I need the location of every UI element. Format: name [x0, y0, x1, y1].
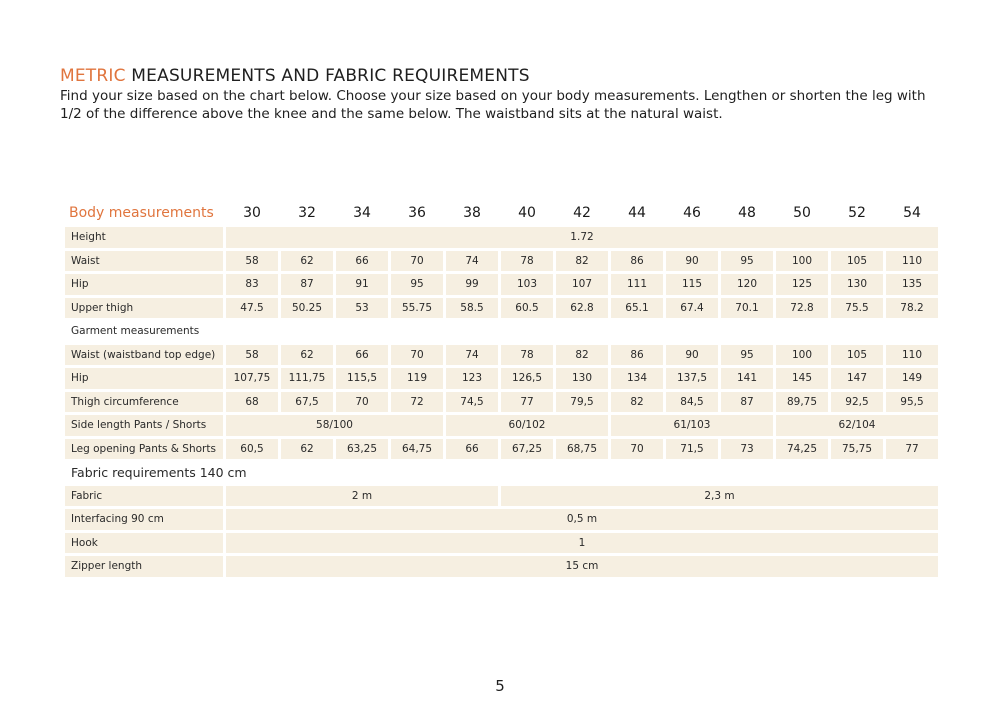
- row-label: Upper thigh: [65, 298, 223, 319]
- table-row: [65, 509, 938, 530]
- table-cell: 119: [391, 368, 443, 389]
- table-cell: 123: [446, 368, 498, 389]
- table-cell: 72.8: [776, 298, 828, 319]
- garment-section-heading: Garment measurements: [71, 325, 200, 338]
- table-cell: 67,5: [281, 392, 333, 413]
- table-cell: 66: [336, 251, 388, 272]
- table-cell: 149: [886, 368, 938, 389]
- table-cell: 63,25: [336, 439, 388, 460]
- table-row: [65, 298, 938, 319]
- table-cell: 58: [226, 345, 278, 366]
- size-header-cell: 50: [793, 205, 811, 221]
- table-cell: 86: [611, 345, 663, 366]
- table-cell: 77: [886, 439, 938, 460]
- table-cell: 137,5: [666, 368, 718, 389]
- table-cell: 105: [831, 345, 883, 366]
- page-title: [60, 66, 530, 86]
- table-cell: 126,5: [501, 368, 553, 389]
- table-cell: 89,75: [776, 392, 828, 413]
- table-cell: 55.75: [391, 298, 443, 319]
- size-header-cell: 30: [243, 205, 261, 221]
- table-cell: 107: [556, 274, 608, 295]
- table-row: [65, 556, 938, 577]
- title-accent: METRIC: [60, 66, 126, 86]
- table-cell: 53: [336, 298, 388, 319]
- table-cell: 78: [501, 345, 553, 366]
- table-cell: 50.25: [281, 298, 333, 319]
- table-cell: 67.4: [666, 298, 718, 319]
- table-cell: 103: [501, 274, 553, 295]
- hook-value: 1: [226, 533, 938, 554]
- table-cell: 73: [721, 439, 773, 460]
- size-header-cell: 40: [518, 205, 536, 221]
- table-cell: 95,5: [886, 392, 938, 413]
- body-measurements-heading: Body measurements: [69, 205, 214, 221]
- table-cell: 82: [556, 251, 608, 272]
- table-cell: 82: [611, 392, 663, 413]
- row-label: Hip: [65, 274, 223, 295]
- table-cell: 58: [226, 251, 278, 272]
- row-label: Fabric: [65, 486, 223, 507]
- row-label: Waist (waistband top edge): [65, 345, 223, 366]
- table-cell: 68,75: [556, 439, 608, 460]
- row-label: Zipper length: [65, 556, 223, 577]
- table-cell: 95: [391, 274, 443, 295]
- row-label: Hook: [65, 533, 223, 554]
- fabric-large-sizes: 2,3 m: [501, 486, 938, 507]
- table-cell: 110: [886, 251, 938, 272]
- table-cell: 72: [391, 392, 443, 413]
- intro-paragraph: Find your size based on the chart below. Choose your size based on your body measurements. Lengthen or shorten the leg with 1/2 of the difference above the knee and the same below. The waistband sits at the natural waist.: [60, 88, 926, 122]
- table-cell: 130: [831, 274, 883, 295]
- table-cell: 145: [776, 368, 828, 389]
- table-cell: 74: [446, 251, 498, 272]
- table-row: [65, 251, 938, 272]
- table-row: [65, 274, 938, 295]
- title-rest: MEASUREMENTS AND FABRIC REQUIREMENTS: [125, 66, 530, 86]
- fabric-section-row: [65, 462, 938, 483]
- table-cell: 58.5: [446, 298, 498, 319]
- table-cell: 78.2: [886, 298, 938, 319]
- table-cell: 74,25: [776, 439, 828, 460]
- height-value: 1.72: [226, 227, 938, 248]
- table-cell: 110: [886, 345, 938, 366]
- table-cell: 125: [776, 274, 828, 295]
- size-header-row: [65, 202, 938, 224]
- row-label: Hip: [65, 368, 223, 389]
- table-cell: 115,5: [336, 368, 388, 389]
- table-cell: 120: [721, 274, 773, 295]
- table-cell: 62.8: [556, 298, 608, 319]
- table-cell: 134: [611, 368, 663, 389]
- table-cell: 147: [831, 368, 883, 389]
- table-row: [65, 415, 938, 436]
- size-header-cell: 36: [408, 205, 426, 221]
- size-header-cell: 52: [848, 205, 866, 221]
- table-cell: 77: [501, 392, 553, 413]
- table-cell: 111: [611, 274, 663, 295]
- size-chart-table: [62, 199, 941, 580]
- interfacing-value: 0,5 m: [226, 509, 938, 530]
- size-header-cell: 48: [738, 205, 756, 221]
- table-cell: 71,5: [666, 439, 718, 460]
- row-label: Waist: [65, 251, 223, 272]
- size-header-cell: 38: [463, 205, 481, 221]
- table-cell: 62: [281, 251, 333, 272]
- table-row: [65, 533, 938, 554]
- table-cell: 47.5: [226, 298, 278, 319]
- table-cell: 91: [336, 274, 388, 295]
- table-row: [65, 486, 938, 507]
- table-cell: 74,5: [446, 392, 498, 413]
- table-cell: 100: [776, 345, 828, 366]
- table-cell: 60.5: [501, 298, 553, 319]
- size-header-cell: 54: [903, 205, 921, 221]
- table-cell: 67,25: [501, 439, 553, 460]
- table-cell: 70: [391, 251, 443, 272]
- row-label: Leg opening Pants & Shorts: [65, 439, 223, 460]
- table-cell: 115: [666, 274, 718, 295]
- table-cell: 75,75: [831, 439, 883, 460]
- table-cell: 70.1: [721, 298, 773, 319]
- side-length-group: 58/100: [226, 415, 443, 436]
- size-header-cell: 42: [573, 205, 591, 221]
- side-length-group: 62/104: [776, 415, 938, 436]
- table-cell: 86: [611, 251, 663, 272]
- size-header-cell: 32: [298, 205, 316, 221]
- table-cell: 105: [831, 251, 883, 272]
- table-cell: 111,75: [281, 368, 333, 389]
- table-cell: 92,5: [831, 392, 883, 413]
- table-cell: 107,75: [226, 368, 278, 389]
- page-number: 5: [495, 677, 505, 695]
- table-cell: 95: [721, 251, 773, 272]
- table-cell: 78: [501, 251, 553, 272]
- table-cell: 65.1: [611, 298, 663, 319]
- table-cell: 135: [886, 274, 938, 295]
- table-cell: 90: [666, 251, 718, 272]
- table-cell: 66: [446, 439, 498, 460]
- table-cell: 95: [721, 345, 773, 366]
- table-cell: 82: [556, 345, 608, 366]
- table-row: [65, 345, 938, 366]
- table-cell: 68: [226, 392, 278, 413]
- table-cell: 62: [281, 439, 333, 460]
- table-row: [65, 368, 938, 389]
- table-cell: 66: [336, 345, 388, 366]
- table-cell: 87: [281, 274, 333, 295]
- table-cell: 79,5: [556, 392, 608, 413]
- table-cell: 84,5: [666, 392, 718, 413]
- row-label: Height: [65, 227, 223, 248]
- side-length-group: 61/103: [611, 415, 773, 436]
- fabric-section-heading: Fabric requirements 140 cm: [71, 464, 247, 480]
- table-row: [65, 439, 938, 460]
- table-cell: 74: [446, 345, 498, 366]
- side-length-group: 60/102: [446, 415, 608, 436]
- table-cell: 70: [336, 392, 388, 413]
- table-cell: 100: [776, 251, 828, 272]
- size-header-cell: 34: [353, 205, 371, 221]
- row-label: Thigh circumference: [65, 392, 223, 413]
- table-cell: 70: [391, 345, 443, 366]
- table-cell: 130: [556, 368, 608, 389]
- table-cell: 70: [611, 439, 663, 460]
- table-cell: 99: [446, 274, 498, 295]
- table-cell: 90: [666, 345, 718, 366]
- table-cell: 83: [226, 274, 278, 295]
- table-row: [65, 227, 938, 248]
- size-header-cell: 46: [683, 205, 701, 221]
- table-cell: 62: [281, 345, 333, 366]
- garment-section-row: [65, 321, 938, 342]
- table-cell: 141: [721, 368, 773, 389]
- row-label: Side length Pants / Shorts: [65, 415, 223, 436]
- table-cell: 64,75: [391, 439, 443, 460]
- table-cell: 75.5: [831, 298, 883, 319]
- table-cell: 87: [721, 392, 773, 413]
- size-header-cell: 44: [628, 205, 646, 221]
- row-label: Interfacing 90 cm: [65, 509, 223, 530]
- fabric-small-sizes: 2 m: [226, 486, 498, 507]
- table-row: [65, 392, 938, 413]
- zipper-value: 15 cm: [226, 556, 938, 577]
- table-cell: 60,5: [226, 439, 278, 460]
